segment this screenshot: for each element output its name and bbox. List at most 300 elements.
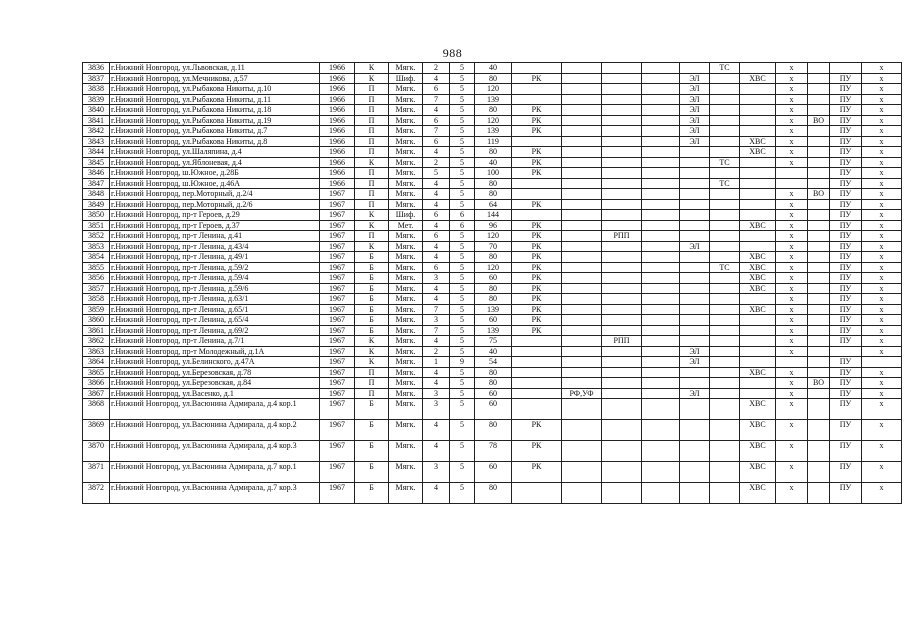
cell-repair-extra: [642, 294, 680, 305]
cell-apartments: 80: [475, 483, 512, 504]
cell-heating: [710, 73, 740, 84]
cell-wall-material: П: [355, 105, 389, 116]
cell-heating: [710, 441, 740, 462]
cell-repair-facade: [562, 441, 602, 462]
cell-floors: 5: [450, 367, 475, 378]
cell-entrances: 3: [423, 273, 450, 284]
cell-roof-type: Мягк.: [389, 126, 423, 137]
cell-cold-water: ХВС: [740, 441, 776, 462]
cell-repair-rpp: [602, 441, 642, 462]
cell-heating: [710, 199, 740, 210]
cell-wall-material: Б: [355, 273, 389, 284]
cell-entrances: 4: [423, 199, 450, 210]
cell-metering: ПУ: [830, 241, 862, 252]
cell-floors: 5: [450, 378, 475, 389]
cell-repair-rk: [512, 210, 562, 221]
cell-year: 1967: [320, 273, 355, 284]
cell-repair-rk: [512, 136, 562, 147]
table-row: [83, 483, 902, 504]
cell-wall-material: Б: [355, 483, 389, 504]
cell-floors: 5: [450, 483, 475, 504]
cell-address: г.Нижний Новгород, пр-т Ленина, д.59/2: [110, 262, 320, 273]
cell-repair-extra: [642, 231, 680, 242]
cell-repair-rk: РК: [512, 126, 562, 137]
cell-roof-type: Мягк.: [389, 199, 423, 210]
cell-address: г.Нижний Новгород, ул.Васюнина Адмирала, д.7 кор.1: [110, 462, 320, 483]
cell-mark-x-2: х: [862, 63, 902, 74]
cell-apartments: 80: [475, 189, 512, 200]
cell-cold-water: ХВС: [740, 136, 776, 147]
cell-repair-rk: [512, 84, 562, 95]
cell-heating: [710, 336, 740, 347]
cell-repair-extra: [642, 441, 680, 462]
cell-repair-extra: [642, 325, 680, 336]
cell-address: г.Нижний Новгород, пр-т Ленина, д.49/1: [110, 252, 320, 263]
cell-repair-rk: РК: [512, 73, 562, 84]
cell-repair-extra: [642, 115, 680, 126]
cell-repair-facade: [562, 178, 602, 189]
cell-heating: [710, 231, 740, 242]
cell-apartments: 120: [475, 84, 512, 95]
cell-repair-facade: [562, 378, 602, 389]
cell-metering: ПУ: [830, 283, 862, 294]
cell-mark-x-2: х: [862, 157, 902, 168]
cell-roof-type: Мягк.: [389, 388, 423, 399]
cell-heating: [710, 357, 740, 368]
cell-mark-x: х: [776, 105, 808, 116]
cell-repair-rk: РК: [512, 252, 562, 263]
cell-floors: 5: [450, 199, 475, 210]
cell-year: 1967: [320, 399, 355, 420]
cell-row-number: 3853: [83, 241, 110, 252]
cell-repair-rpp: [602, 115, 642, 126]
cell-drainage: [808, 388, 830, 399]
cell-electric: [680, 294, 710, 305]
cell-heating: ТС: [710, 63, 740, 74]
cell-mark-x: х: [776, 294, 808, 305]
cell-wall-material: К: [355, 157, 389, 168]
cell-entrances: 6: [423, 84, 450, 95]
cell-drainage: [808, 441, 830, 462]
cell-repair-rk: [512, 388, 562, 399]
cell-repair-rpp: [602, 94, 642, 105]
cell-mark-x-2: х: [862, 94, 902, 105]
cell-mark-x: х: [776, 388, 808, 399]
cell-mark-x: х: [776, 273, 808, 284]
cell-repair-extra: [642, 189, 680, 200]
cell-mark-x: х: [776, 283, 808, 294]
cell-mark-x: х: [776, 136, 808, 147]
cell-heating: [710, 294, 740, 305]
cell-row-number: 3838: [83, 84, 110, 95]
cell-repair-extra: [642, 241, 680, 252]
cell-repair-extra: [642, 367, 680, 378]
cell-mark-x-2: х: [862, 483, 902, 504]
cell-apartments: 100: [475, 168, 512, 179]
cell-apartments: 139: [475, 126, 512, 137]
cell-wall-material: К: [355, 220, 389, 231]
cell-drainage: [808, 462, 830, 483]
cell-entrances: 4: [423, 420, 450, 441]
cell-floors: 5: [450, 273, 475, 284]
cell-repair-rk: [512, 367, 562, 378]
cell-entrances: 3: [423, 462, 450, 483]
cell-year: 1967: [320, 378, 355, 389]
cell-electric: [680, 273, 710, 284]
cell-mark-x-2: х: [862, 126, 902, 137]
cell-repair-rpp: [602, 294, 642, 305]
cell-year: 1966: [320, 157, 355, 168]
cell-electric: [680, 157, 710, 168]
cell-repair-rk: [512, 63, 562, 74]
cell-heating: [710, 105, 740, 116]
cell-repair-extra: [642, 357, 680, 368]
cell-apartments: 40: [475, 63, 512, 74]
cell-repair-facade: [562, 262, 602, 273]
cell-repair-extra: [642, 315, 680, 326]
cell-repair-rpp: [602, 241, 642, 252]
cell-year: 1967: [320, 420, 355, 441]
cell-address: г.Нижний Новгород, пр-т Ленина, д.65/1: [110, 304, 320, 315]
cell-roof-type: Мягк.: [389, 84, 423, 95]
cell-mark-x-2: х: [862, 210, 902, 221]
cell-entrances: 7: [423, 325, 450, 336]
cell-repair-rpp: [602, 73, 642, 84]
cell-drainage: ВО: [808, 115, 830, 126]
cell-drainage: [808, 94, 830, 105]
cell-repair-rk: РК: [512, 168, 562, 179]
cell-repair-rk: [512, 189, 562, 200]
cell-floors: 5: [450, 189, 475, 200]
cell-heating: [710, 241, 740, 252]
cell-wall-material: П: [355, 126, 389, 137]
cell-cold-water: [740, 241, 776, 252]
cell-roof-type: Мягк.: [389, 105, 423, 116]
cell-address: г.Нижний Новгород, пр-т Ленина, д.65/4: [110, 315, 320, 326]
cell-repair-rpp: [602, 462, 642, 483]
cell-cold-water: [740, 294, 776, 305]
cell-apartments: 75: [475, 336, 512, 347]
cell-electric: ЭЛ: [680, 115, 710, 126]
cell-drainage: [808, 252, 830, 263]
cell-floors: 5: [450, 157, 475, 168]
cell-entrances: 4: [423, 367, 450, 378]
cell-metering: ПУ: [830, 147, 862, 158]
cell-address: г.Нижний Новгород, ул.Васенко, д.1: [110, 388, 320, 399]
cell-repair-extra: [642, 388, 680, 399]
cell-mark-x: х: [776, 147, 808, 158]
cell-floors: 5: [450, 346, 475, 357]
table-row: [83, 336, 902, 347]
cell-heating: [710, 84, 740, 95]
cell-address: г.Нижний Новгород, ул.Березовская, д.84: [110, 378, 320, 389]
cell-electric: [680, 325, 710, 336]
cell-repair-rk: РК: [512, 147, 562, 158]
cell-address: г.Нижний Новгород, ул.Березовская, д.78: [110, 367, 320, 378]
cell-floors: 5: [450, 84, 475, 95]
cell-repair-extra: [642, 399, 680, 420]
cell-roof-type: Мягк.: [389, 147, 423, 158]
cell-address: г.Нижний Новгород, пр-т Героев, д.37: [110, 220, 320, 231]
cell-repair-extra: [642, 84, 680, 95]
cell-year: 1966: [320, 147, 355, 158]
cell-roof-type: Мягк.: [389, 115, 423, 126]
cell-entrances: 4: [423, 483, 450, 504]
cell-drainage: [808, 420, 830, 441]
cell-row-number: 3863: [83, 346, 110, 357]
cell-apartments: 80: [475, 178, 512, 189]
cell-wall-material: Б: [355, 462, 389, 483]
cell-floors: 6: [450, 210, 475, 221]
cell-row-number: 3844: [83, 147, 110, 158]
cell-cold-water: ХВС: [740, 220, 776, 231]
cell-heating: [710, 210, 740, 221]
cell-floors: 5: [450, 73, 475, 84]
cell-year: 1967: [320, 220, 355, 231]
cell-mark-x: х: [776, 483, 808, 504]
cell-repair-rpp: [602, 168, 642, 179]
cell-entrances: 7: [423, 126, 450, 137]
cell-repair-extra: [642, 483, 680, 504]
cell-row-number: 3836: [83, 63, 110, 74]
cell-heating: [710, 346, 740, 357]
cell-roof-type: Мягк.: [389, 189, 423, 200]
cell-mark-x: х: [776, 325, 808, 336]
cell-mark-x-2: [862, 357, 902, 368]
cell-floors: 5: [450, 441, 475, 462]
cell-repair-facade: [562, 189, 602, 200]
cell-repair-rpp: [602, 367, 642, 378]
cell-mark-x: х: [776, 115, 808, 126]
cell-metering: ПУ: [830, 483, 862, 504]
cell-drainage: [808, 136, 830, 147]
cell-repair-rk: РК: [512, 304, 562, 315]
cell-electric: [680, 189, 710, 200]
cell-repair-rpp: [602, 262, 642, 273]
cell-roof-type: Мягк.: [389, 399, 423, 420]
cell-heating: ТС: [710, 178, 740, 189]
cell-repair-facade: РФ,УФ: [562, 388, 602, 399]
cell-metering: ПУ: [830, 262, 862, 273]
cell-electric: [680, 304, 710, 315]
cell-row-number: 3846: [83, 168, 110, 179]
cell-year: 1967: [320, 241, 355, 252]
table-row: [83, 136, 902, 147]
cell-row-number: 3868: [83, 399, 110, 420]
cell-repair-facade: [562, 147, 602, 158]
table-row: [83, 273, 902, 284]
table-row: [83, 231, 902, 242]
cell-row-number: 3865: [83, 367, 110, 378]
cell-apartments: 139: [475, 325, 512, 336]
cell-wall-material: Б: [355, 304, 389, 315]
cell-entrances: 4: [423, 252, 450, 263]
cell-heating: [710, 315, 740, 326]
cell-floors: 5: [450, 262, 475, 273]
table-row: [83, 441, 902, 462]
cell-repair-rk: РК: [512, 283, 562, 294]
cell-metering: ПУ: [830, 462, 862, 483]
table-row: [83, 262, 902, 273]
cell-wall-material: К: [355, 73, 389, 84]
cell-cold-water: [740, 115, 776, 126]
cell-mark-x: х: [776, 462, 808, 483]
cell-repair-rpp: [602, 357, 642, 368]
cell-repair-facade: [562, 367, 602, 378]
cell-roof-type: Мягк.: [389, 462, 423, 483]
table-row: [83, 325, 902, 336]
cell-apartments: 120: [475, 115, 512, 126]
cell-metering: ПУ: [830, 325, 862, 336]
cell-metering: ПУ: [830, 210, 862, 221]
cell-roof-type: Мягк.: [389, 357, 423, 368]
cell-wall-material: Б: [355, 399, 389, 420]
cell-repair-facade: [562, 273, 602, 284]
table-row: [83, 294, 902, 305]
cell-roof-type: Мягк.: [389, 178, 423, 189]
cell-repair-facade: [562, 231, 602, 242]
cell-floors: 5: [450, 241, 475, 252]
cell-roof-type: Мет.: [389, 220, 423, 231]
cell-repair-rpp: [602, 315, 642, 326]
cell-mark-x: х: [776, 346, 808, 357]
cell-wall-material: К: [355, 241, 389, 252]
cell-drainage: [808, 399, 830, 420]
cell-roof-type: Мягк.: [389, 231, 423, 242]
cell-row-number: 3841: [83, 115, 110, 126]
cell-repair-facade: [562, 346, 602, 357]
cell-year: 1967: [320, 388, 355, 399]
cell-mark-x: х: [776, 157, 808, 168]
cell-mark-x: х: [776, 220, 808, 231]
cell-mark-x: х: [776, 304, 808, 315]
cell-wall-material: К: [355, 63, 389, 74]
cell-repair-rk: РК: [512, 420, 562, 441]
cell-repair-extra: [642, 147, 680, 158]
cell-metering: ПУ: [830, 367, 862, 378]
cell-mark-x-2: х: [862, 84, 902, 95]
cell-row-number: 3869: [83, 420, 110, 441]
cell-wall-material: Б: [355, 441, 389, 462]
cell-entrances: 2: [423, 157, 450, 168]
cell-year: 1966: [320, 63, 355, 74]
cell-drainage: [808, 126, 830, 137]
cell-year: 1966: [320, 178, 355, 189]
cell-floors: 5: [450, 399, 475, 420]
cell-year: 1966: [320, 168, 355, 179]
cell-repair-facade: [562, 283, 602, 294]
cell-wall-material: Б: [355, 252, 389, 263]
cell-row-number: 3872: [83, 483, 110, 504]
cell-electric: [680, 210, 710, 221]
cell-row-number: 3859: [83, 304, 110, 315]
cell-row-number: 3871: [83, 462, 110, 483]
cell-repair-facade: [562, 483, 602, 504]
table-row: [83, 241, 902, 252]
cell-entrances: 4: [423, 241, 450, 252]
cell-mark-x: х: [776, 367, 808, 378]
cell-drainage: [808, 220, 830, 231]
cell-electric: [680, 420, 710, 441]
cell-heating: [710, 483, 740, 504]
cell-mark-x-2: х: [862, 346, 902, 357]
cell-electric: [680, 483, 710, 504]
cell-apartments: 78: [475, 441, 512, 462]
cell-floors: 6: [450, 220, 475, 231]
cell-electric: [680, 283, 710, 294]
cell-cold-water: [740, 157, 776, 168]
cell-floors: 5: [450, 252, 475, 263]
cell-mark-x-2: х: [862, 231, 902, 242]
table-row: [83, 126, 902, 137]
table-row: [83, 189, 902, 200]
cell-floors: 5: [450, 315, 475, 326]
cell-year: 1967: [320, 336, 355, 347]
cell-repair-rpp: [602, 105, 642, 116]
cell-mark-x-2: х: [862, 73, 902, 84]
cell-year: 1966: [320, 84, 355, 95]
cell-metering: ПУ: [830, 294, 862, 305]
cell-heating: [710, 273, 740, 284]
cell-roof-type: Мягк.: [389, 294, 423, 305]
cell-address: г.Нижний Новгород, пр-т Героев, д.29: [110, 210, 320, 221]
cell-repair-facade: [562, 462, 602, 483]
cell-mark-x-2: х: [862, 304, 902, 315]
cell-repair-rpp: [602, 147, 642, 158]
cell-wall-material: П: [355, 367, 389, 378]
cell-repair-rpp: [602, 399, 642, 420]
cell-floors: 5: [450, 420, 475, 441]
cell-mark-x: х: [776, 262, 808, 273]
cell-entrances: 5: [423, 168, 450, 179]
cell-mark-x-2: х: [862, 147, 902, 158]
cell-entrances: 7: [423, 304, 450, 315]
cell-repair-facade: [562, 241, 602, 252]
cell-mark-x: х: [776, 241, 808, 252]
cell-year: 1967: [320, 325, 355, 336]
cell-cold-water: [740, 388, 776, 399]
cell-repair-facade: [562, 325, 602, 336]
cell-electric: [680, 441, 710, 462]
cell-repair-extra: [642, 126, 680, 137]
cell-cold-water: [740, 231, 776, 242]
cell-year: 1967: [320, 210, 355, 221]
cell-entrances: 4: [423, 73, 450, 84]
cell-electric: [680, 462, 710, 483]
cell-repair-rk: РК: [512, 220, 562, 231]
cell-repair-facade: [562, 304, 602, 315]
cell-repair-rpp: [602, 84, 642, 95]
cell-roof-type: Мягк.: [389, 94, 423, 105]
cell-wall-material: П: [355, 94, 389, 105]
cell-mark-x: х: [776, 378, 808, 389]
cell-metering: ПУ: [830, 84, 862, 95]
cell-year: 1967: [320, 304, 355, 315]
cell-repair-rpp: [602, 199, 642, 210]
cell-address: г.Нижний Новгород, ш.Южное, д.28Б: [110, 168, 320, 179]
cell-row-number: 3840: [83, 105, 110, 116]
cell-metering: ПУ: [830, 189, 862, 200]
cell-mark-x: х: [776, 94, 808, 105]
cell-repair-rpp: [602, 346, 642, 357]
cell-mark-x-2: х: [862, 220, 902, 231]
cell-mark-x: х: [776, 252, 808, 263]
cell-year: 1967: [320, 346, 355, 357]
cell-drainage: [808, 168, 830, 179]
cell-drainage: [808, 63, 830, 74]
cell-metering: ПУ: [830, 199, 862, 210]
cell-mark-x: х: [776, 210, 808, 221]
